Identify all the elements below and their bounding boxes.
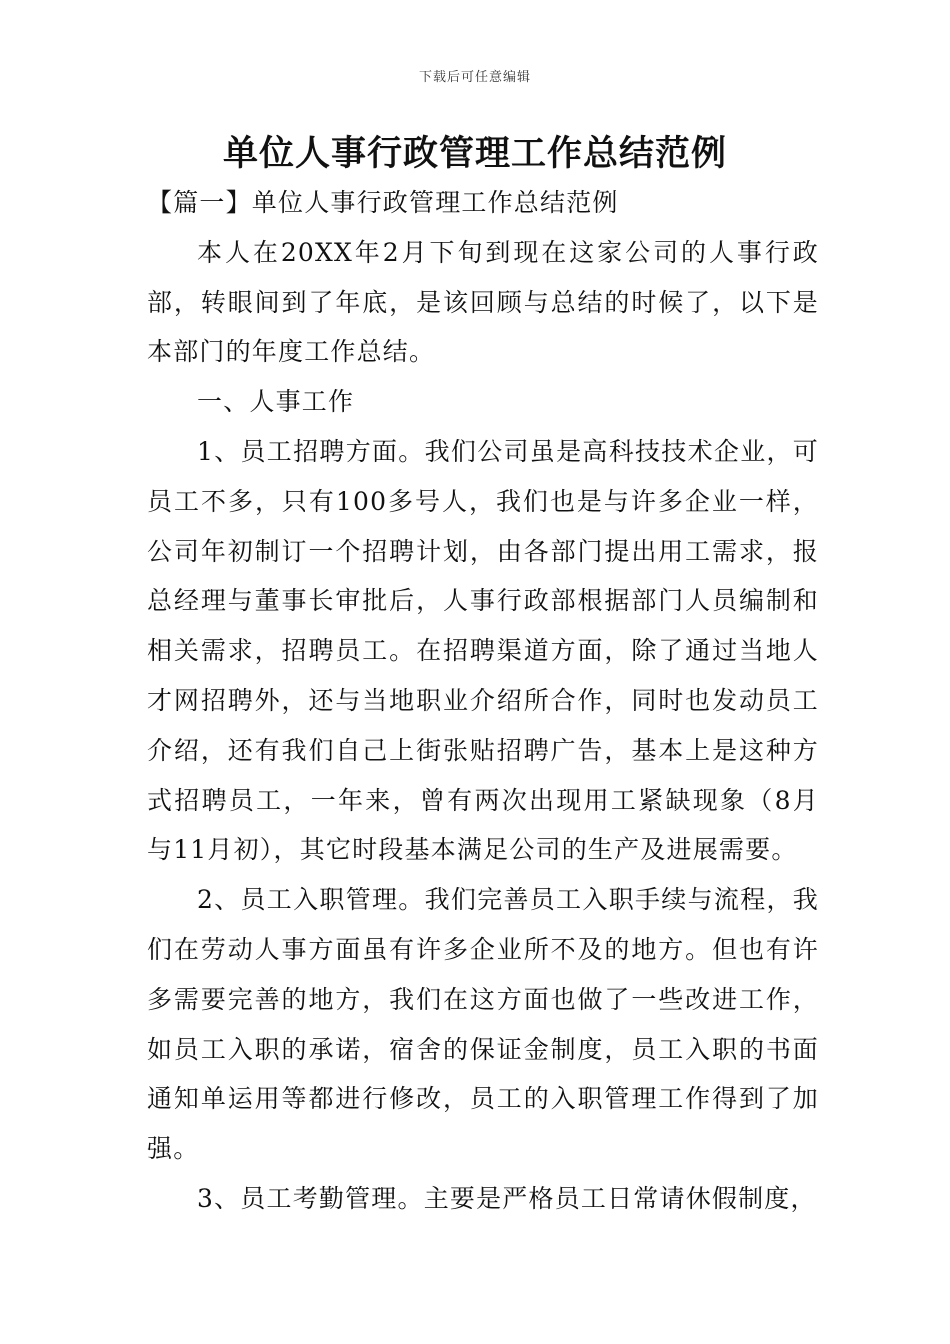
paragraph-onboarding: 2、员工入职管理。我们完善员工入职手续与流程，我们在劳动人事方面虽有许多企业所不及的地方。但也有许多需要完善的地方，我们在这方面也做了一些改进工作，如员工入职的承诺，宿舍的保证金制度，员工入职的书面通知单运用等都进行修改，员工的入职管理工作得到了加强。 <box>147 885 819 1164</box>
section-heading: 【篇一】单位人事行政管理工作总结范例 <box>147 188 619 217</box>
document-title: 单位人事行政管理工作总结范例 <box>222 134 727 174</box>
paragraph-recruitment: 1、员工招聘方面。我们公司虽是高科技技术企业，可员工不多，只有100多号人，我们也是与许多企业一样，公司年初制订一个招聘计划，由各部门提出用工需求，报总经理与董事长审批后，人事行政部根据部门人员编制和相关需求，招聘员工。在招聘渠道方面，除了通过当地人才网招聘外，还与当地职业介绍所合作，同时也发动员工介绍，还有我们自己上街张贴招聘广告，基本上是这种方式招聘员工，一年来，曾有两次出现用工紧缺现象（8月与11月初），其它时段基本满足公司的生产及进展需要。 <box>147 436 819 865</box>
paragraph-attendance: 3、员工考勤管理。主要是严格员工日常请休假制度， <box>197 1183 817 1213</box>
page-header-note: 下载后可任意编辑 <box>418 70 531 85</box>
paragraph-intro: 本人在20XX年2月下旬到现在这家公司的人事行政部，转眼间到了年底，是该回顾与总结的时候了，以下是本部门的年度工作总结。 <box>147 237 819 367</box>
document-body <box>147 178 819 1224</box>
subheading-personnel-work: 一、人事工作 <box>197 387 355 417</box>
